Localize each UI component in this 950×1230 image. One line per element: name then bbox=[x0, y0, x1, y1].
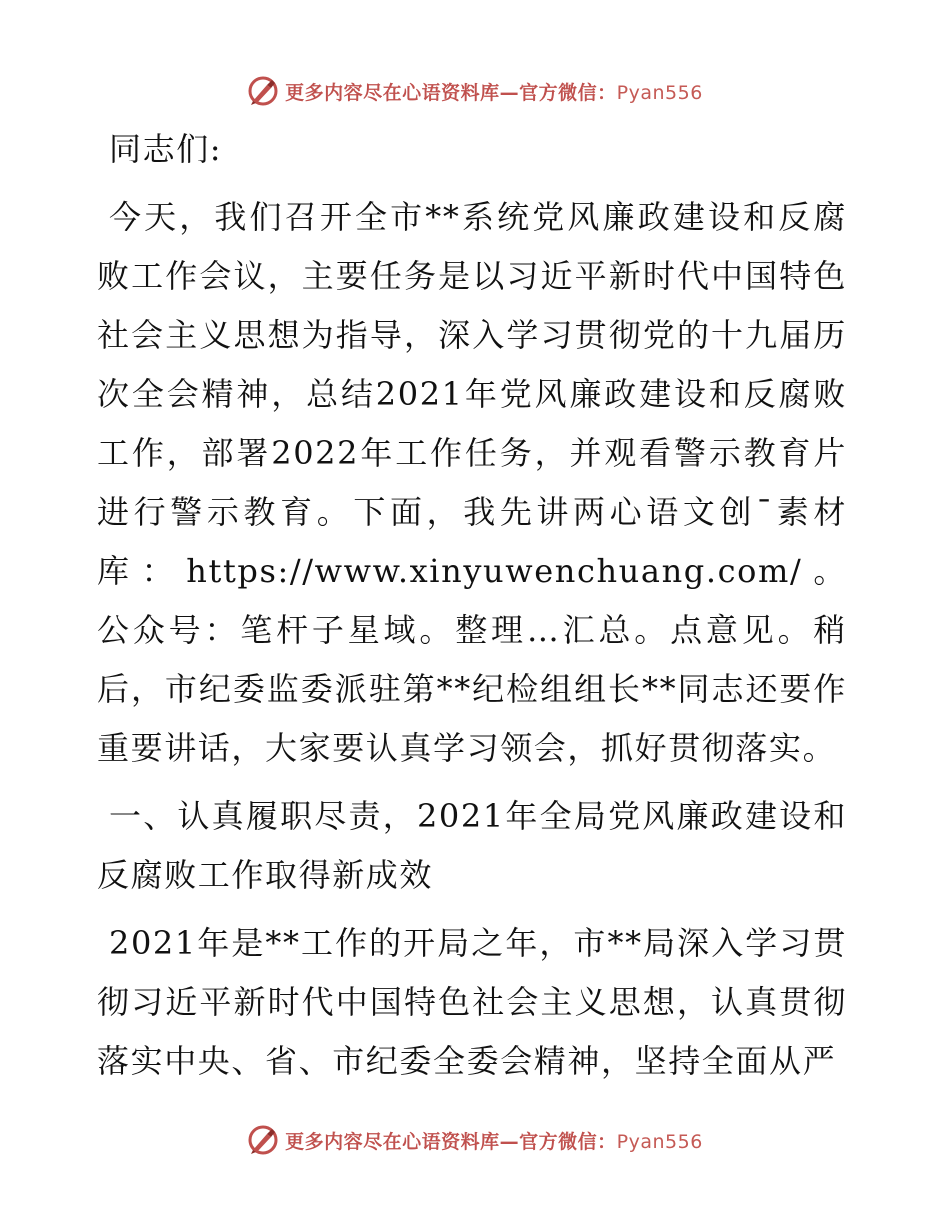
section-heading: 一、认真履职尽责，2021年全局党风廉政建设和反腐败工作取得新成效 bbox=[97, 797, 847, 894]
pen-logo-icon bbox=[247, 1124, 279, 1156]
footer-banner bbox=[0, 1120, 950, 1160]
section-paragraph: 2021年是**工作的开局之年，市**局深入学习贯彻习近平新时代中国特色社会主义思想，认真贯彻落实中央、省、市纪委全委会精神，坚持全面从严 bbox=[97, 924, 847, 1080]
banner-label: 更多内容尽在心语资料库—官方微信： bbox=[285, 1130, 617, 1153]
document-body bbox=[97, 120, 847, 1091]
banner-wechat-id: Pyan556 bbox=[616, 81, 703, 104]
pen-logo-icon bbox=[247, 75, 279, 107]
banner-wechat-id: Pyan556 bbox=[616, 1130, 703, 1153]
banner-label: 更多内容尽在心语资料库—官方微信： bbox=[285, 81, 617, 104]
banner-text bbox=[285, 1127, 703, 1154]
banner-text bbox=[285, 78, 703, 105]
greeting: 同志们: bbox=[109, 130, 223, 168]
opening-paragraph: 今天，我们召开全市**系统党风廉政建设和反腐败工作会议，主要任务是以习近平新时代中国特色社会主义思想为指导，深入学习贯彻党的十九届历次全会精神，总结2021年党风廉政建设和反腐败工作，部署2022年工作任务，并观看警示教育片进行警示教育。下面，我先讲两心语文创¯素材库：https://www.xinyuwenchuang.com/。公众号：笔杆子星域。整理…汇总。点意见。稍后，市纪委监委派驻第**纪检组组长**同志还要作重要讲话，大家要认真学习领会，抓好贯彻落实。 bbox=[97, 198, 847, 767]
header-banner bbox=[0, 71, 950, 111]
